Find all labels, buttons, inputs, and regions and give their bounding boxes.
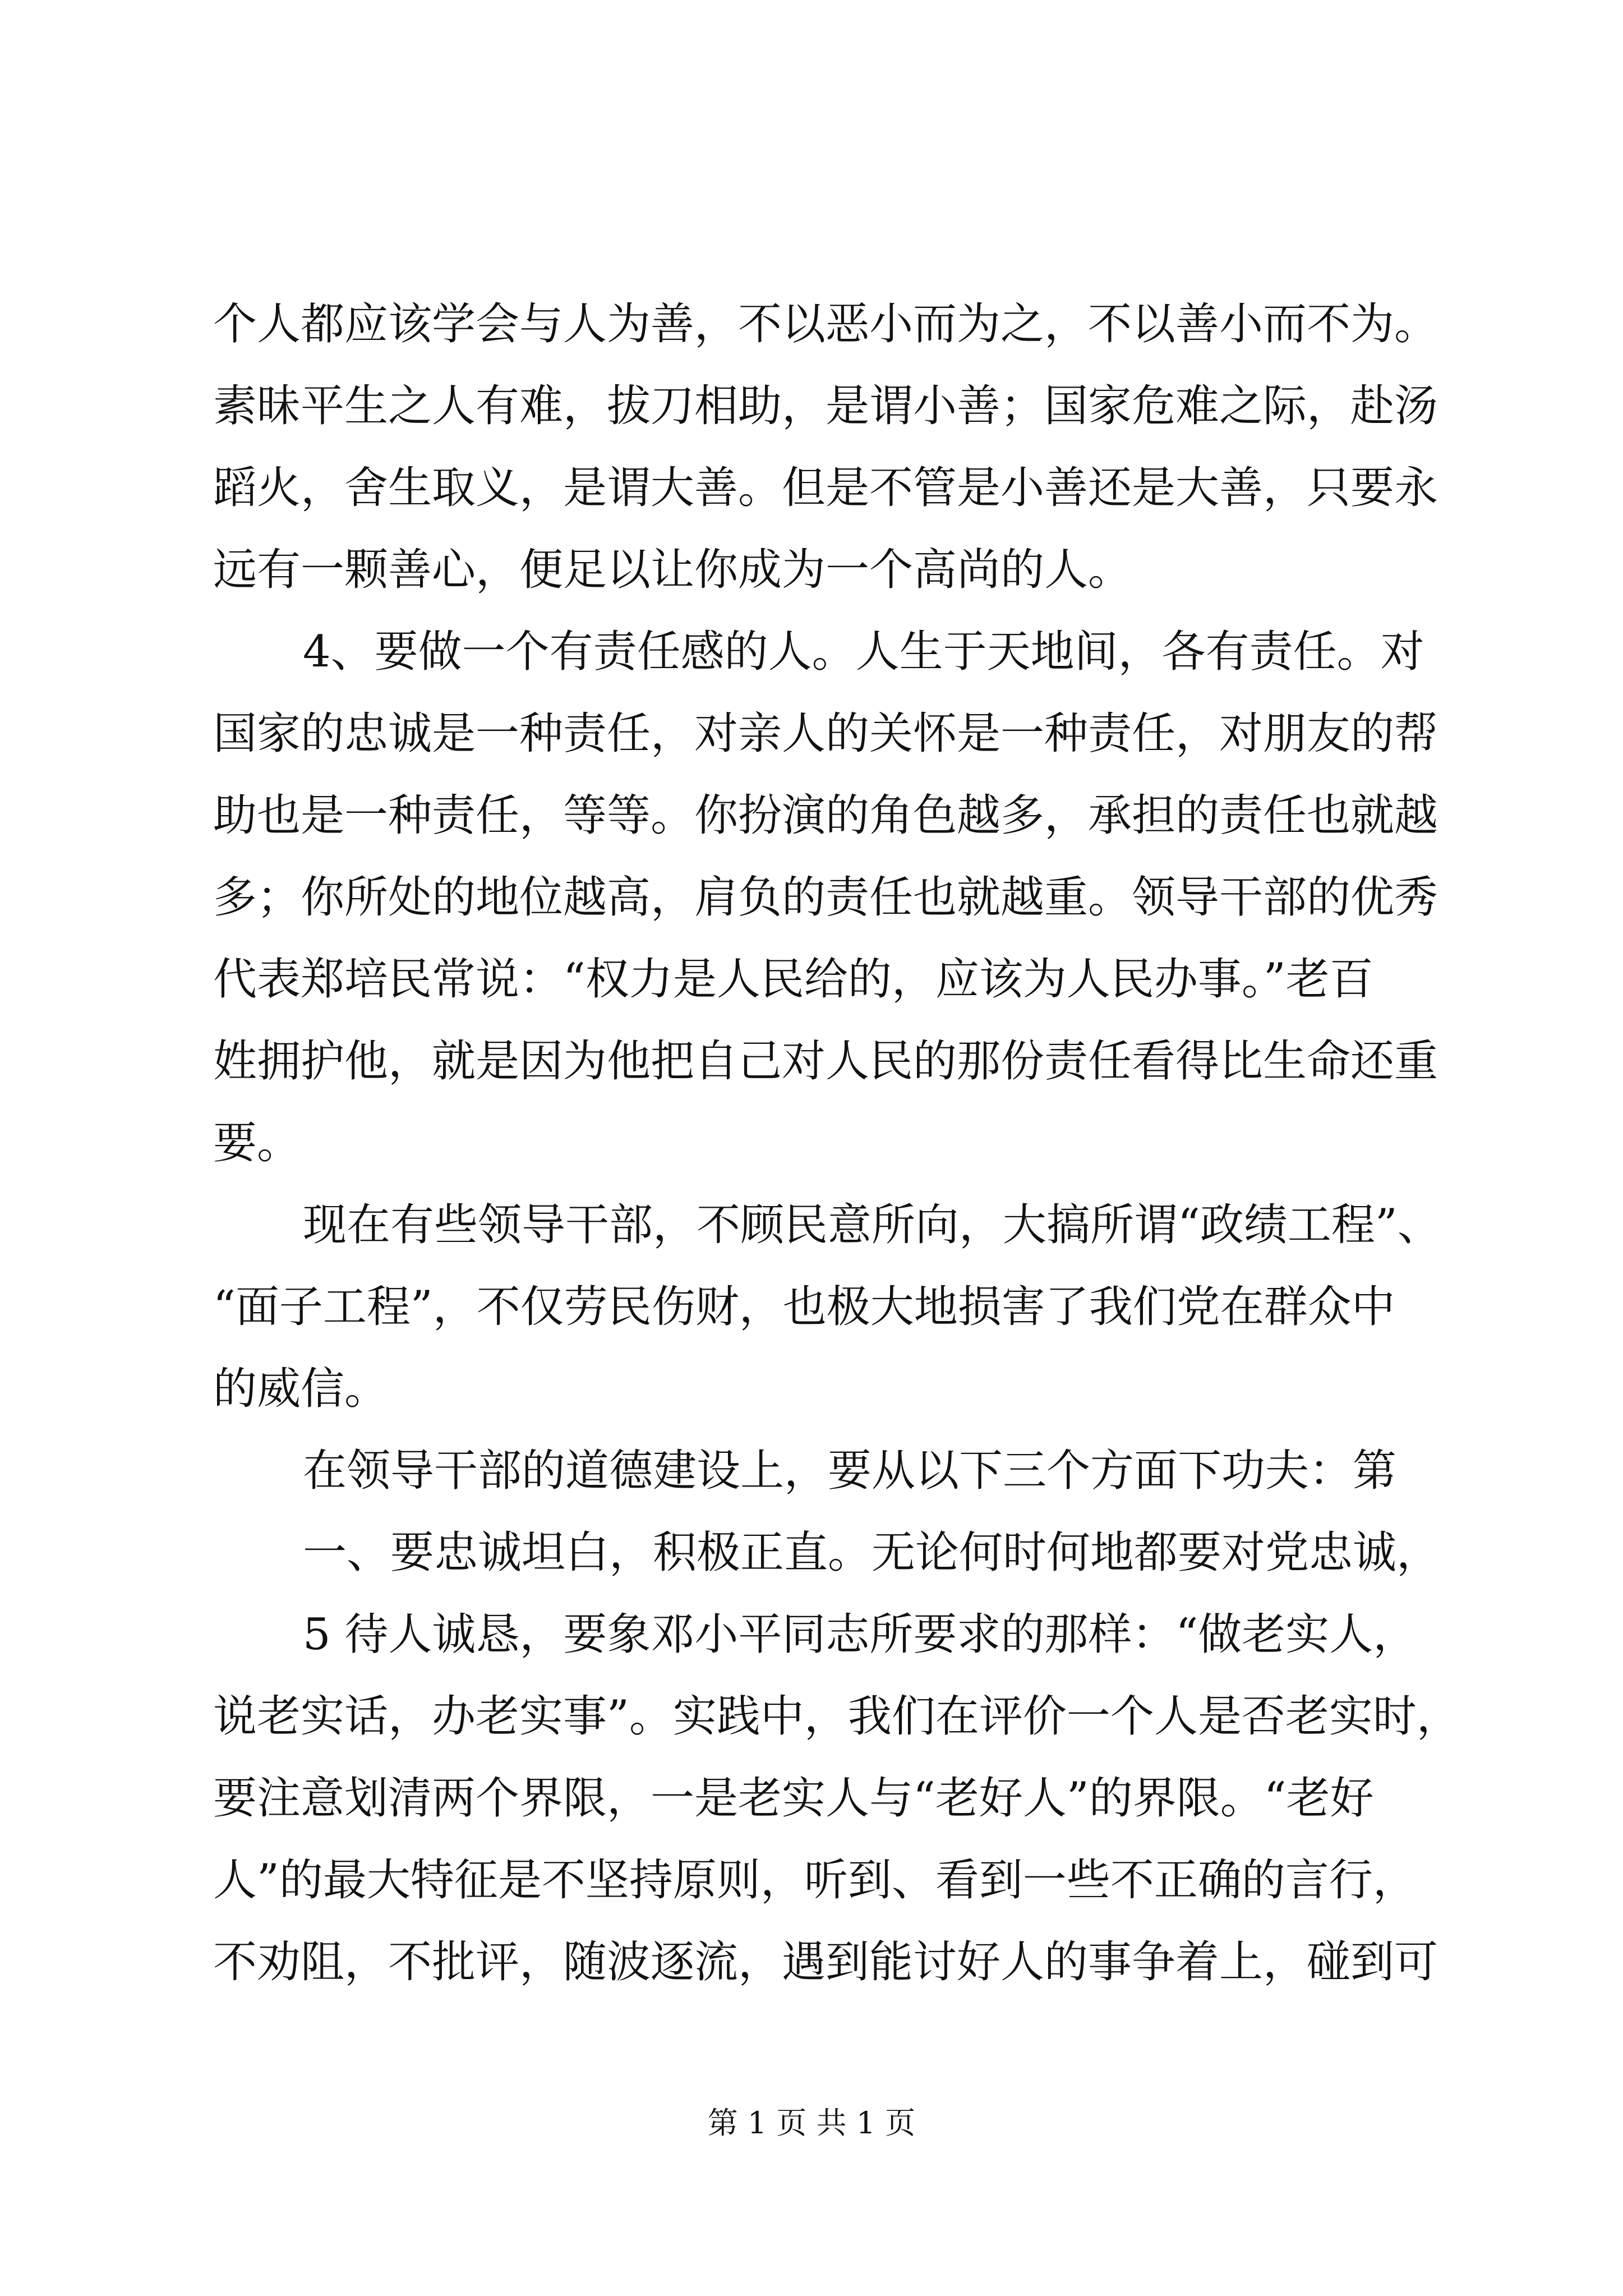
text-line-20: 人”的最大特征是不坚持原则，听到、看到一些不正确的言行， bbox=[213, 1855, 1417, 1906]
text-line-3: 蹈火，舍生取义，是谓大善。但是不管是小善还是大善，只要永 bbox=[213, 463, 1438, 513]
text-line-7: 助也是一种责任，等等。你扮演的角色越多，承担的责任也就越 bbox=[213, 790, 1438, 841]
page-number-label: 第 1 页 共 1 页 bbox=[707, 2105, 916, 2141]
text-line-6: 国家的忠诚是一种责任，对亲人的关怀是一种责任，对朋友的帮 bbox=[213, 708, 1438, 759]
text-line-15: 在领导干部的道德建设上，要从以下三个方面下功夫：第 bbox=[303, 1446, 1397, 1496]
text-line-16: 一、要忠诚坦白，积极正直。无论何时何地都要对党忠诚， bbox=[303, 1527, 1441, 1578]
text-line-13: “面子工程”，不仅劳民伤财，也极大地损害了我们党在群众中 bbox=[213, 1282, 1395, 1332]
text-line-19: 要注意划清两个界限，一是老实人与“老好人”的界限。“老好 bbox=[213, 1773, 1374, 1824]
text-line-21: 不劝阻，不批评，随波逐流，遇到能讨好人的事争着上，碰到可 bbox=[213, 1937, 1438, 1987]
page-footer bbox=[0, 2101, 1623, 2146]
text-line-10: 姓拥护他，就是因为他把自己对人民的那份责任看得比生命还重 bbox=[213, 1036, 1438, 1087]
text-line-5: 4、要做一个有责任感的人。人生于天地间，各有责任。对 bbox=[303, 627, 1424, 677]
text-line-14: 的威信。 bbox=[213, 1364, 389, 1414]
text-line-2: 素昧平生之人有难，拔刀相助，是谓小善；国家危难之际，赴汤 bbox=[213, 381, 1438, 431]
text-line-18: 说老实话，办老实事”。实践中，我们在评价一个人是否老实时， bbox=[213, 1691, 1460, 1742]
text-line-17: 5 待人诚恳，要象邓小平同志所要求的那样：“做老实人， bbox=[303, 1609, 1417, 1660]
text-line-12: 现在有些领导干部，不顾民意所向，大搞所谓“政绩工程”、 bbox=[303, 1200, 1441, 1250]
text-line-4: 远有一颗善心，便足以让你成为一个高尚的人。 bbox=[213, 545, 1132, 595]
text-line-8: 多；你所处的地位越高，肩负的责任也就越重。领导干部的优秀 bbox=[213, 872, 1438, 923]
text-line-9: 代表郑培民常说：“权力是人民给的，应该为人民办事。”老百 bbox=[213, 954, 1373, 1005]
text-line-11: 要。 bbox=[213, 1118, 301, 1168]
document-body bbox=[213, 283, 1460, 2003]
text-line-1: 个人都应该学会与人为善，不以恶小而为之，不以善小而不为。 bbox=[213, 299, 1438, 349]
